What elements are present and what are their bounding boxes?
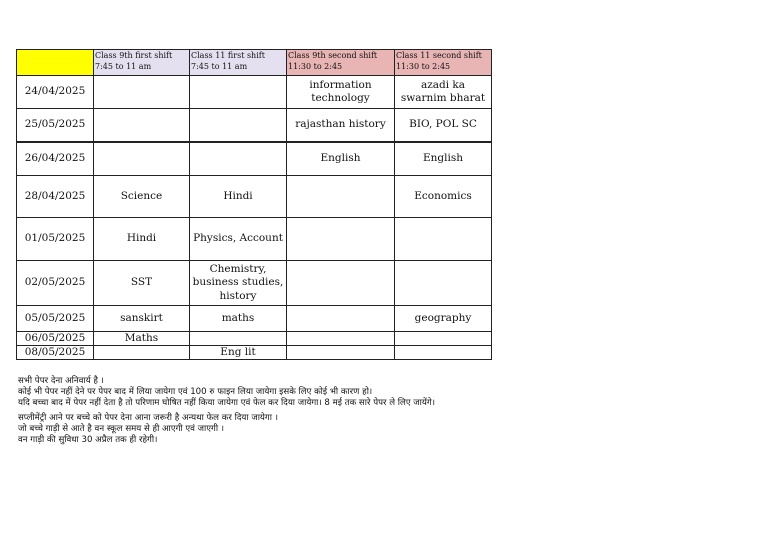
- class11-second-cell: geography: [395, 306, 492, 332]
- header-class9-first-shift: Class 9th first shift 7:45 to 11 am: [94, 50, 190, 76]
- class9-first-cell: [94, 76, 190, 109]
- header-class11-second-shift: Class 11 second shift 11:30 to 2:45: [395, 50, 492, 76]
- class11-first-cell: Chemistry, business studies, history: [190, 261, 287, 306]
- header-class11-first-shift: Class 11 first shift 7:45 to 11 am: [190, 50, 287, 76]
- class11-second-cell: azadi ka swarnim bharat: [395, 76, 492, 109]
- date-cell: 08/05/2025: [17, 346, 94, 360]
- table-row: [17, 306, 492, 332]
- class11-first-cell: Eng lit: [190, 346, 287, 360]
- instruction-line: यदि बच्चा बाद में पेपर नहीं देता है तो परिणाम घोषित नहीं किया जायेगा एवं फेल कर दिया जायेगा। 8 मई तक सारे पेपर ले लिए जायेंगे।: [18, 398, 435, 408]
- class9-first-cell: [94, 142, 190, 176]
- table-row: [17, 332, 492, 346]
- table-row: [17, 176, 492, 218]
- exam-schedule-table: [16, 49, 492, 360]
- date-cell: 02/05/2025: [17, 261, 94, 306]
- class11-first-cell: Physics, Account: [190, 218, 287, 261]
- header-class9-second-shift: Class 9th second shift 11:30 to 2:45: [287, 50, 395, 76]
- class9-second-cell: rajasthan history: [287, 109, 395, 142]
- class9-second-cell: English: [287, 142, 395, 176]
- class11-second-cell: [395, 332, 492, 346]
- instruction-line: कोई भी पेपर नहीं देने पर पेपर बाद में लिया जायेगा एवं 100 रु फाइन लिया जायेगा इसके लिए कोई भी कारण हो।: [18, 387, 373, 397]
- class9-first-cell: [94, 346, 190, 360]
- class11-second-cell: English: [395, 142, 492, 176]
- class9-first-cell: SST: [94, 261, 190, 306]
- class11-first-cell: [190, 142, 287, 176]
- table-header-row: [17, 50, 492, 76]
- date-cell: 25/05/2025: [17, 109, 94, 142]
- table-row: [17, 109, 492, 142]
- class11-first-cell: maths: [190, 306, 287, 332]
- table-row: [17, 218, 492, 261]
- class11-second-cell: [395, 346, 492, 360]
- date-cell: 26/04/2025: [17, 142, 94, 176]
- table-row: [17, 142, 492, 176]
- class11-second-cell: [395, 261, 492, 306]
- date-cell: 01/05/2025: [17, 218, 94, 261]
- instruction-line: सभी पेपर देना अनिवार्य है ।: [18, 376, 104, 386]
- table-row: [17, 261, 492, 306]
- class9-second-cell: [287, 306, 395, 332]
- date-cell: 06/05/2025: [17, 332, 94, 346]
- class9-second-cell: [287, 176, 395, 218]
- instruction-line: सप्लीमेंट्री आने पर बच्चे को पेपर देना आना जरूरी है अन्यथा फेल कर दिया जायेगा ।: [18, 413, 278, 423]
- class11-first-cell: [190, 109, 287, 142]
- class9-second-cell: information technology: [287, 76, 395, 109]
- class9-first-cell: Hindi: [94, 218, 190, 261]
- class11-first-cell: [190, 332, 287, 346]
- class11-second-cell: BIO, POL SC: [395, 109, 492, 142]
- instruction-line: जो बच्चे गाड़ी से आते है वन स्कूल समय से ही आएगी एवं जाएगी ।: [18, 424, 225, 434]
- exam-instructions: [18, 376, 758, 446]
- date-cell: 05/05/2025: [17, 306, 94, 332]
- class9-first-cell: [94, 109, 190, 142]
- class9-second-cell: [287, 346, 395, 360]
- class9-second-cell: [287, 261, 395, 306]
- class11-second-cell: Economics: [395, 176, 492, 218]
- date-cell: 28/04/2025: [17, 176, 94, 218]
- instruction-line: वन गाड़ी की सुविधा 30 अप्रैल तक ही रहेगी।: [18, 435, 158, 445]
- class9-second-cell: [287, 218, 395, 261]
- class11-second-cell: [395, 218, 492, 261]
- class9-first-cell: sanskirt: [94, 306, 190, 332]
- class11-first-cell: Hindi: [190, 176, 287, 218]
- header-corner-cell: [17, 50, 94, 76]
- class9-first-cell: Maths: [94, 332, 190, 346]
- table-row: [17, 76, 492, 109]
- date-cell: 24/04/2025: [17, 76, 94, 109]
- class11-first-cell: [190, 76, 287, 109]
- class9-second-cell: [287, 332, 395, 346]
- table-row: [17, 346, 492, 360]
- class9-first-cell: Science: [94, 176, 190, 218]
